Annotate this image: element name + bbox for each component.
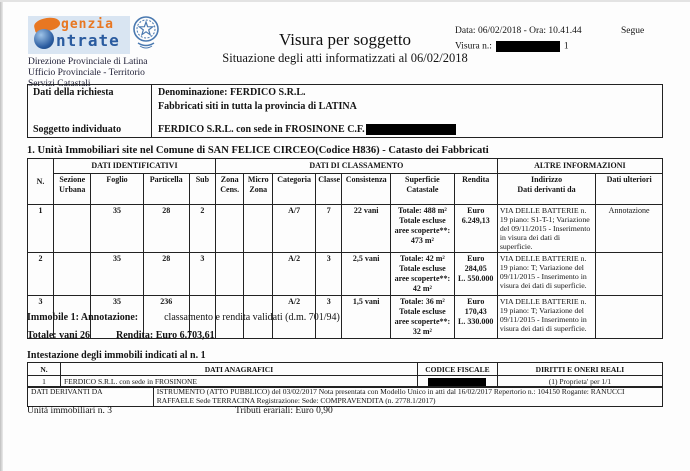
page-title: Visura per soggetto bbox=[278, 30, 412, 49]
totale-vani: Totale: vani 26 bbox=[27, 330, 90, 341]
dept-line: Direzione Provinciale di Latina bbox=[28, 57, 148, 67]
cell-rendita: Euro 170,43 L. 330.000 bbox=[454, 296, 497, 339]
cell-categoria: A/7 bbox=[273, 205, 316, 253]
logo-text-line1: genzia bbox=[61, 17, 114, 32]
subject-text: FERDICO S.R.L. con sede in FROSINONE C.F. bbox=[158, 123, 365, 135]
denominazione-value: Denominazione: FERDICO S.R.L. bbox=[158, 87, 306, 98]
cell-zona bbox=[215, 253, 244, 296]
cell-n: 1 bbox=[28, 205, 54, 253]
visura-number-label: Visura n.: bbox=[455, 41, 492, 52]
column-header: Sub bbox=[189, 174, 215, 205]
cell-dati-ulteriori bbox=[596, 296, 663, 339]
group-altre-informazioni: ALTRE INFORMAZIONI bbox=[497, 159, 662, 174]
intestazione-header-row bbox=[28, 363, 663, 376]
cell-n: 3 bbox=[28, 296, 54, 339]
immobile-annotation-value: classamento e rendita validati (d.m. 701/94) bbox=[164, 312, 340, 323]
dept-line: Ufficio Provinciale - Territorio bbox=[28, 68, 145, 78]
cell-superficie: Totale: 488 m² Totale escluse aree scoperte**: 473 m² bbox=[391, 205, 455, 253]
column-header: Classe bbox=[316, 174, 342, 205]
cell-sezione bbox=[54, 205, 91, 253]
property-table-head bbox=[28, 159, 663, 205]
cell-rendita: Euro 284,05 L. 550.000 bbox=[454, 253, 497, 296]
cell-superficie: Totale: 42 m² Totale escluse aree scoperte**: 42 m² bbox=[391, 253, 455, 296]
footer-tributi: Tributi erariali: Euro 0,90 bbox=[235, 406, 333, 416]
cell-categoria: A/2 bbox=[273, 296, 316, 339]
page-subtitle: Situazione degli atti informatizzati al 06/02/2018 bbox=[222, 51, 468, 65]
redacted-visura-number bbox=[496, 41, 560, 52]
intest-col-anagrafici: DATI ANAGRAFICI bbox=[61, 363, 418, 376]
cell-particella: 28 bbox=[143, 205, 189, 253]
cell-consistenza: 22 vani bbox=[342, 205, 391, 253]
cell-anagrafici: FERDICO S.R.L. con sede in FROSINONE bbox=[61, 376, 418, 388]
cell-micro bbox=[244, 205, 273, 253]
cell-particella: 236 bbox=[143, 296, 189, 339]
immobile-annotation-line bbox=[27, 312, 340, 323]
column-header: Foglio bbox=[91, 174, 143, 205]
logo-text-line2: ntrate bbox=[56, 31, 120, 50]
column-header: Consistenza bbox=[342, 174, 391, 205]
intest-col-diritti: DIRITTI E ONERI REALI bbox=[497, 363, 662, 376]
date-time-line: Data: 06/02/2018 - Ora: 10.41.44 bbox=[455, 26, 582, 36]
italian-republic-emblem-icon bbox=[133, 15, 159, 53]
dati-derivanti-table bbox=[27, 386, 663, 407]
intest-col-n: N. bbox=[28, 363, 61, 376]
cell-micro bbox=[244, 253, 273, 296]
col-n-header: N. bbox=[28, 159, 54, 205]
column-header: Rendita bbox=[454, 174, 497, 205]
cell-classe: 3 bbox=[316, 296, 342, 339]
request-data-box bbox=[27, 84, 663, 138]
cell-rendita: Euro 6.249,13 bbox=[454, 205, 497, 253]
totals-line bbox=[27, 330, 241, 341]
cell-sezione bbox=[54, 253, 91, 296]
cell-categoria: A/2 bbox=[273, 253, 316, 296]
derivanti-text-cell: ISTRUMENTO (ATTO PUBBLICO) del 03/02/2017 Nota presentata con Modello Unico in atti dal 16/02/2017 Repertorio n.: 104150 Rogante: RANUCCI RAFFAELE Sede TERRACINA Registrazione: Sede: COMPRAVENDITA (n. 2778.1/2017) bbox=[153, 387, 662, 407]
column-header: Micro Zona bbox=[244, 174, 273, 205]
group-dati-classamento: DATI DI CLASSAMENTO bbox=[215, 159, 497, 174]
logo-sphere-icon bbox=[34, 29, 54, 49]
cell-foglio: 35 bbox=[91, 253, 143, 296]
cell-consistenza: 1,5 vani bbox=[342, 296, 391, 339]
intest-col-codice-fiscale: CODICE FISCALE bbox=[417, 363, 497, 376]
cell-sub: 3 bbox=[189, 253, 215, 296]
dept-line: Servizi Catastali bbox=[28, 79, 91, 89]
column-header: Superficie Catastale bbox=[391, 174, 455, 205]
totale-rendita: Rendita: Euro 6.703,61 bbox=[115, 330, 215, 341]
column-header: Zona Cens. bbox=[215, 174, 244, 205]
cell-zona bbox=[215, 205, 244, 253]
group-dati-identificativi: DATI IDENTIFICATIVI bbox=[54, 159, 216, 174]
cell-indirizzo: VIA DELLE BATTERIE n. 19 piano: S1-T-1; Variazione del 09/11/2015 - Inserimento in visura dei dati di superficie. bbox=[497, 205, 595, 253]
cell-indirizzo: VIA DELLE BATTERIE n. 19 piano: T; Variazione del 09/11/2015 - Inserimento in visura dei dati di superficie. bbox=[497, 296, 595, 339]
cell-indirizzo: VIA DELLE BATTERIE n. 19 piano: T; Variazione del 09/11/2015 - Inserimento in visura dei dati di superficie. bbox=[497, 253, 595, 296]
column-header: Particella bbox=[143, 174, 189, 205]
cell-particella: 28 bbox=[143, 253, 189, 296]
visura-number-line bbox=[455, 41, 569, 52]
segue-label: Segue bbox=[621, 26, 645, 36]
cell-classe: 7 bbox=[316, 205, 342, 253]
intestazione-table bbox=[27, 362, 663, 388]
cell-n: 2 bbox=[28, 253, 54, 296]
subject-value bbox=[158, 124, 456, 135]
scan-edge-top bbox=[0, 0, 690, 2]
column-header: Categoria bbox=[273, 174, 316, 205]
cell-classe: 3 bbox=[316, 253, 342, 296]
dati-derivanti-row bbox=[28, 387, 663, 407]
cell-consistenza: 2,5 vani bbox=[342, 253, 391, 296]
agenzia-entrate-logo bbox=[28, 16, 130, 54]
cell-n: 1 bbox=[28, 376, 61, 388]
cell-dati-ulteriori: Annotazione bbox=[596, 205, 663, 253]
request-box-divider bbox=[151, 85, 152, 137]
intestazione-title: Intestazione degli immobili indicati al n. 1 bbox=[27, 350, 206, 361]
property-row bbox=[28, 253, 663, 296]
column-header: Sezione Urbana bbox=[54, 174, 91, 205]
cell-superficie: Totale: 36 m² Totale escluse aree scoperte**: 32 m² bbox=[391, 296, 455, 339]
column-header: Indirizzo Dati derivanti da bbox=[497, 174, 595, 205]
derivanti-label-cell: DATI DERIVANTI DA bbox=[28, 387, 154, 407]
redacted-codice-fiscale bbox=[366, 124, 456, 135]
fabbricati-scope-value: Fabbricati siti in tutta la provincia di LATINA bbox=[158, 101, 357, 112]
cell-sub: 2 bbox=[189, 205, 215, 253]
property-table-subheader bbox=[28, 174, 663, 205]
section1-title: 1. Unità Immobiliari site nel Comune di SAN FELICE CIRCEO(Codice H836) - Catasto dei Fabbricati bbox=[27, 145, 489, 156]
property-row bbox=[28, 205, 663, 253]
immobile-annotation-label: Immobile 1: Annotazione: bbox=[27, 312, 139, 323]
request-data-label: Dati della richiesta bbox=[33, 87, 114, 98]
visura-page-number: 1 bbox=[563, 41, 569, 52]
footer-units-count: Unità immobiliari n. 3 bbox=[27, 406, 112, 416]
column-header: Dati ulteriori bbox=[596, 174, 663, 205]
cell-foglio: 35 bbox=[91, 296, 143, 339]
cell-dati-ulteriori bbox=[596, 253, 663, 296]
cell-foglio: 35 bbox=[91, 205, 143, 253]
scan-edge-left bbox=[0, 0, 3, 471]
subject-identified-label: Soggetto individuato bbox=[33, 124, 122, 135]
cell-diritti: (1) Proprieta' per 1/1 bbox=[497, 376, 662, 388]
